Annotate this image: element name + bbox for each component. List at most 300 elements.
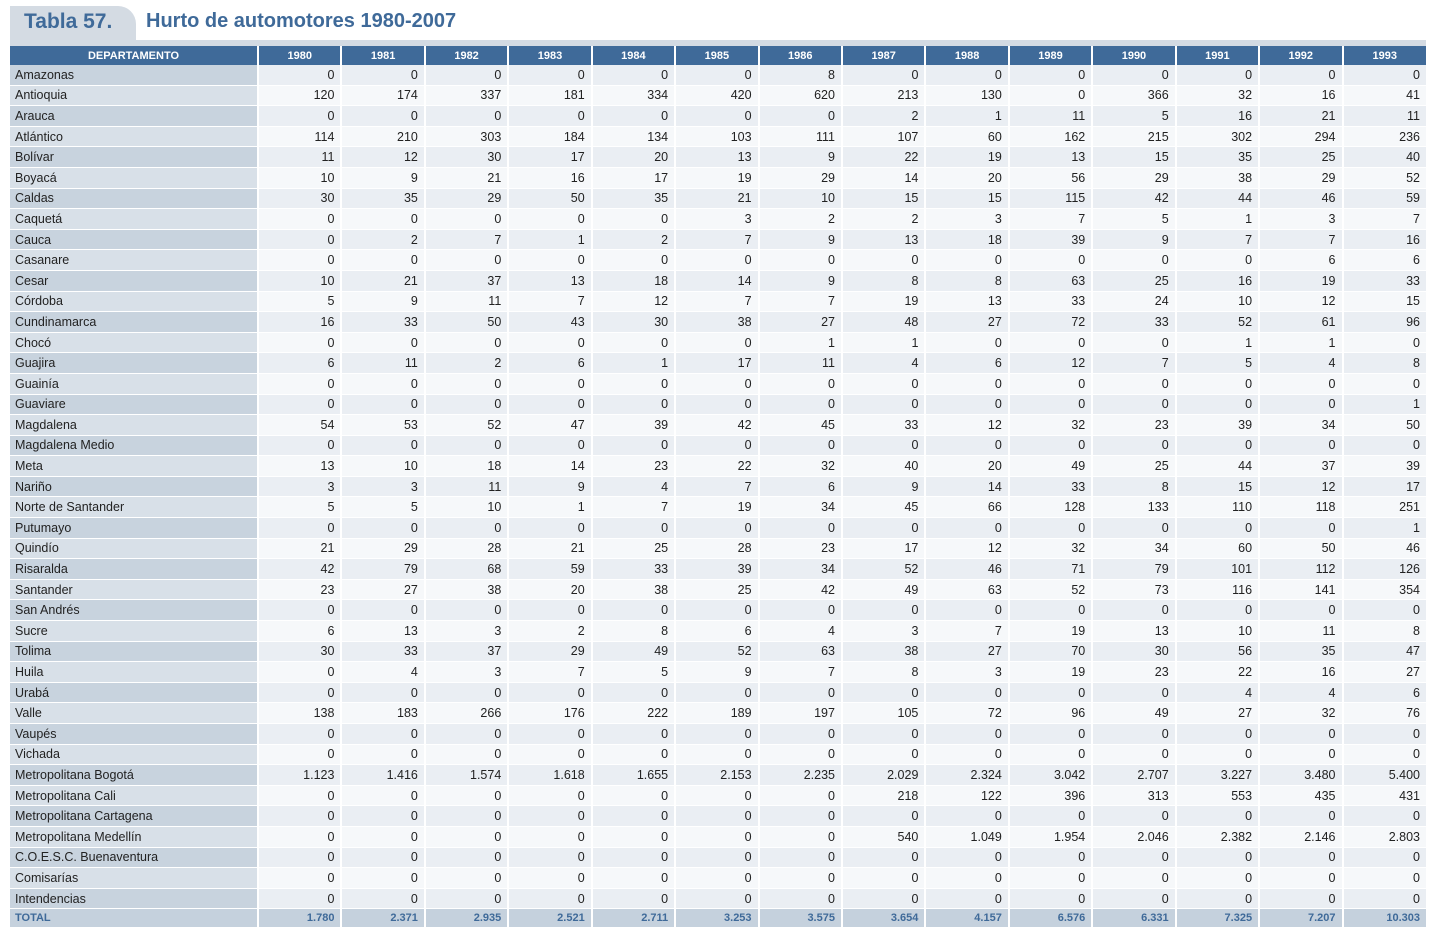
value-cell: 6 [759, 476, 842, 497]
department-name-cell: Santander [10, 579, 258, 600]
department-name-cell: Vichada [10, 744, 258, 765]
value-cell: 20 [592, 147, 675, 168]
value-cell: 6 [925, 353, 1008, 374]
total-value-cell: 2.371 [341, 909, 424, 928]
value-cell: 29 [1092, 167, 1175, 188]
value-cell: 7 [675, 291, 758, 312]
value-cell: 420 [675, 85, 758, 106]
table-row [10, 621, 1426, 642]
value-cell: 174 [341, 85, 424, 106]
value-cell: 3 [341, 476, 424, 497]
department-name-cell: Comisarías [10, 868, 258, 889]
department-name-cell: Magdalena [10, 415, 258, 436]
value-cell: 1 [759, 332, 842, 353]
value-cell: 47 [508, 415, 591, 436]
value-cell: 17 [508, 147, 591, 168]
value-cell: 16 [1176, 270, 1259, 291]
value-cell: 23 [1092, 415, 1175, 436]
value-cell: 0 [258, 435, 341, 456]
table-row [10, 291, 1426, 312]
value-cell: 251 [1343, 497, 1427, 518]
value-cell: 126 [1343, 559, 1427, 580]
table-row [10, 724, 1426, 745]
value-cell: 30 [258, 188, 341, 209]
department-name-cell: Tolima [10, 641, 258, 662]
table-row [10, 888, 1426, 909]
value-cell: 25 [1092, 456, 1175, 477]
value-cell: 0 [675, 682, 758, 703]
value-cell: 39 [592, 415, 675, 436]
value-cell: 39 [1176, 415, 1259, 436]
value-cell: 294 [1259, 126, 1342, 147]
value-cell: 210 [341, 126, 424, 147]
value-cell: 42 [675, 415, 758, 436]
value-cell: 0 [1092, 435, 1175, 456]
value-cell: 22 [1176, 662, 1259, 683]
value-cell: 33 [1009, 291, 1092, 312]
value-cell: 1 [592, 353, 675, 374]
value-cell: 52 [1009, 579, 1092, 600]
value-cell: 8 [759, 65, 842, 85]
department-name-cell: Antioquia [10, 85, 258, 106]
value-cell: 184 [508, 126, 591, 147]
value-cell: 0 [341, 724, 424, 745]
value-cell: 0 [258, 65, 341, 85]
value-cell: 0 [675, 332, 758, 353]
value-cell: 79 [341, 559, 424, 580]
value-cell: 0 [425, 847, 508, 868]
value-cell: 0 [1343, 373, 1427, 394]
value-cell: 0 [675, 806, 758, 827]
value-cell: 0 [1092, 332, 1175, 353]
total-value-cell: 2.521 [508, 909, 591, 928]
value-cell: 0 [759, 724, 842, 745]
value-cell: 0 [258, 394, 341, 415]
value-cell: 33 [1009, 476, 1092, 497]
value-cell: 10 [759, 188, 842, 209]
value-cell: 0 [925, 518, 1008, 539]
column-header-year: 1992 [1259, 46, 1342, 65]
value-cell: 0 [1176, 518, 1259, 539]
department-name-cell: Risaralda [10, 559, 258, 580]
value-cell: 15 [925, 188, 1008, 209]
value-cell: 39 [675, 559, 758, 580]
value-cell: 0 [675, 394, 758, 415]
value-cell: 197 [759, 703, 842, 724]
value-cell: 0 [508, 435, 591, 456]
value-cell: 0 [508, 332, 591, 353]
value-cell: 0 [925, 806, 1008, 827]
value-cell: 0 [592, 250, 675, 271]
value-cell: 56 [1176, 641, 1259, 662]
value-cell: 0 [675, 888, 758, 909]
value-cell: 105 [842, 703, 925, 724]
value-cell: 25 [1092, 270, 1175, 291]
value-cell: 2 [341, 229, 424, 250]
value-cell: 33 [1092, 312, 1175, 333]
value-cell: 0 [675, 724, 758, 745]
value-cell: 12 [1259, 291, 1342, 312]
value-cell: 0 [592, 518, 675, 539]
column-header-year: 1982 [425, 46, 508, 65]
value-cell: 0 [1009, 394, 1092, 415]
value-cell: 0 [1259, 806, 1342, 827]
value-cell: 0 [1092, 65, 1175, 85]
value-cell: 1.049 [925, 826, 1008, 847]
value-cell: 0 [1009, 724, 1092, 745]
value-cell: 0 [341, 394, 424, 415]
value-cell: 34 [759, 559, 842, 580]
value-cell: 35 [592, 188, 675, 209]
value-cell: 50 [1343, 415, 1427, 436]
department-name-cell: C.O.E.S.C. Buenaventura [10, 847, 258, 868]
value-cell: 18 [425, 456, 508, 477]
department-name-cell: Valle [10, 703, 258, 724]
value-cell: 0 [592, 435, 675, 456]
value-cell: 12 [925, 415, 1008, 436]
value-cell: 0 [341, 65, 424, 85]
value-cell: 115 [1009, 188, 1092, 209]
value-cell: 116 [1176, 579, 1259, 600]
value-cell: 19 [842, 291, 925, 312]
value-cell: 76 [1343, 703, 1427, 724]
total-value-cell: 3.575 [759, 909, 842, 928]
value-cell: 0 [842, 600, 925, 621]
value-cell: 0 [508, 744, 591, 765]
value-cell: 0 [1009, 847, 1092, 868]
value-cell: 8 [1343, 353, 1427, 374]
value-cell: 0 [425, 250, 508, 271]
value-cell: 52 [842, 559, 925, 580]
value-cell: 0 [925, 600, 1008, 621]
value-cell: 0 [425, 868, 508, 889]
value-cell: 218 [842, 785, 925, 806]
value-cell: 0 [508, 826, 591, 847]
data-table [10, 46, 1426, 928]
value-cell: 0 [759, 785, 842, 806]
total-row [10, 909, 1426, 928]
value-cell: 0 [258, 847, 341, 868]
value-cell: 9 [341, 291, 424, 312]
value-cell: 1 [1259, 332, 1342, 353]
department-name-cell: Quindío [10, 538, 258, 559]
value-cell: 0 [1343, 332, 1427, 353]
value-cell: 4 [341, 662, 424, 683]
value-cell: 0 [508, 806, 591, 827]
table-row [10, 662, 1426, 683]
value-cell: 11 [759, 353, 842, 374]
value-cell: 0 [1176, 600, 1259, 621]
value-cell: 138 [258, 703, 341, 724]
value-cell: 29 [508, 641, 591, 662]
value-cell: 0 [1176, 65, 1259, 85]
value-cell: 68 [425, 559, 508, 580]
value-cell: 15 [1343, 291, 1427, 312]
value-cell: 2 [508, 621, 591, 642]
value-cell: 0 [425, 332, 508, 353]
value-cell: 0 [1092, 847, 1175, 868]
total-value-cell: 3.253 [675, 909, 758, 928]
value-cell: 0 [341, 868, 424, 889]
value-cell: 5.400 [1343, 765, 1427, 786]
value-cell: 52 [425, 415, 508, 436]
value-cell: 59 [508, 559, 591, 580]
value-cell: 7 [759, 662, 842, 683]
value-cell: 0 [759, 394, 842, 415]
value-cell: 0 [925, 868, 1008, 889]
value-cell: 141 [1259, 579, 1342, 600]
value-cell: 63 [1009, 270, 1092, 291]
value-cell: 63 [925, 579, 1008, 600]
value-cell: 0 [425, 724, 508, 745]
value-cell: 0 [759, 373, 842, 394]
value-cell: 0 [592, 806, 675, 827]
value-cell: 40 [842, 456, 925, 477]
value-cell: 27 [341, 579, 424, 600]
department-name-cell: Intendencias [10, 888, 258, 909]
value-cell: 21 [258, 538, 341, 559]
value-cell: 25 [1259, 147, 1342, 168]
value-cell: 1 [842, 332, 925, 353]
value-cell: 0 [1176, 435, 1259, 456]
value-cell: 3 [1259, 209, 1342, 230]
value-cell: 0 [341, 209, 424, 230]
value-cell: 366 [1092, 85, 1175, 106]
table-row [10, 147, 1426, 168]
value-cell: 30 [1092, 641, 1175, 662]
department-name-cell: Sucre [10, 621, 258, 642]
value-cell: 45 [842, 497, 925, 518]
value-cell: 6 [1343, 250, 1427, 271]
value-cell: 13 [842, 229, 925, 250]
value-cell: 0 [508, 868, 591, 889]
value-cell: 79 [1092, 559, 1175, 580]
value-cell: 0 [675, 826, 758, 847]
value-cell: 0 [341, 106, 424, 127]
value-cell: 0 [508, 518, 591, 539]
table-row [10, 353, 1426, 374]
value-cell: 0 [508, 785, 591, 806]
total-value-cell: 1.780 [258, 909, 341, 928]
value-cell: 23 [592, 456, 675, 477]
value-cell: 52 [675, 641, 758, 662]
column-header-year: 1991 [1176, 46, 1259, 65]
value-cell: 30 [258, 641, 341, 662]
value-cell: 0 [1176, 724, 1259, 745]
value-cell: 5 [1176, 353, 1259, 374]
department-name-cell: Guajira [10, 353, 258, 374]
value-cell: 0 [592, 600, 675, 621]
value-cell: 4 [592, 476, 675, 497]
value-cell: 49 [1092, 703, 1175, 724]
value-cell: 0 [592, 724, 675, 745]
value-cell: 20 [925, 167, 1008, 188]
value-cell: 0 [1009, 806, 1092, 827]
table-row [10, 373, 1426, 394]
department-name-cell: Caquetá [10, 209, 258, 230]
value-cell: 303 [425, 126, 508, 147]
value-cell: 0 [425, 106, 508, 127]
value-cell: 10 [1176, 291, 1259, 312]
value-cell: 0 [759, 826, 842, 847]
table-row [10, 65, 1426, 85]
value-cell: 7 [508, 662, 591, 683]
value-cell: 0 [258, 662, 341, 683]
value-cell: 3 [425, 621, 508, 642]
value-cell: 12 [925, 538, 1008, 559]
value-cell: 17 [1343, 476, 1427, 497]
value-cell: 0 [425, 744, 508, 765]
value-cell: 49 [592, 641, 675, 662]
value-cell: 35 [1259, 641, 1342, 662]
value-cell: 30 [592, 312, 675, 333]
value-cell: 10 [258, 167, 341, 188]
value-cell: 215 [1092, 126, 1175, 147]
value-cell: 13 [341, 621, 424, 642]
department-name-cell: Atlántico [10, 126, 258, 147]
table-row [10, 579, 1426, 600]
value-cell: 37 [1259, 456, 1342, 477]
column-header-year: 1985 [675, 46, 758, 65]
value-cell: 33 [341, 312, 424, 333]
value-cell: 60 [925, 126, 1008, 147]
table-row [10, 538, 1426, 559]
table-row [10, 167, 1426, 188]
value-cell: 0 [341, 332, 424, 353]
value-cell: 130 [925, 85, 1008, 106]
department-name-cell: Norte de Santander [10, 497, 258, 518]
value-cell: 10 [425, 497, 508, 518]
value-cell: 0 [1092, 250, 1175, 271]
value-cell: 24 [1092, 291, 1175, 312]
value-cell: 42 [1092, 188, 1175, 209]
value-cell: 0 [1343, 888, 1427, 909]
value-cell: 25 [675, 579, 758, 600]
department-name-cell: Vaupés [10, 724, 258, 745]
value-cell: 0 [1176, 888, 1259, 909]
value-cell: 7 [592, 497, 675, 518]
value-cell: 0 [592, 209, 675, 230]
value-cell: 16 [1343, 229, 1427, 250]
value-cell: 0 [1092, 806, 1175, 827]
value-cell: 38 [675, 312, 758, 333]
value-cell: 7 [1009, 209, 1092, 230]
table-body [10, 65, 1426, 928]
value-cell: 0 [1343, 435, 1427, 456]
value-cell: 28 [425, 538, 508, 559]
value-cell: 0 [1259, 847, 1342, 868]
value-cell: 0 [258, 724, 341, 745]
value-cell: 23 [759, 538, 842, 559]
value-cell: 10 [341, 456, 424, 477]
value-cell: 0 [592, 826, 675, 847]
value-cell: 37 [425, 641, 508, 662]
value-cell: 0 [675, 373, 758, 394]
value-cell: 3 [842, 621, 925, 642]
value-cell: 0 [1259, 868, 1342, 889]
value-cell: 0 [425, 65, 508, 85]
value-cell: 1 [1343, 518, 1427, 539]
value-cell: 0 [1009, 600, 1092, 621]
value-cell: 7 [1176, 229, 1259, 250]
total-value-cell: 2.711 [592, 909, 675, 928]
value-cell: 553 [1176, 785, 1259, 806]
value-cell: 0 [258, 250, 341, 271]
department-name-cell: Cundinamarca [10, 312, 258, 333]
value-cell: 8 [1092, 476, 1175, 497]
value-cell: 0 [508, 600, 591, 621]
value-cell: 0 [592, 373, 675, 394]
value-cell: 8 [842, 662, 925, 683]
value-cell: 0 [1009, 373, 1092, 394]
value-cell: 0 [675, 785, 758, 806]
table-row [10, 600, 1426, 621]
value-cell: 49 [1009, 456, 1092, 477]
value-cell: 0 [1009, 518, 1092, 539]
value-cell: 0 [425, 682, 508, 703]
department-name-cell: Guaviare [10, 394, 258, 415]
value-cell: 111 [759, 126, 842, 147]
value-cell: 0 [341, 888, 424, 909]
department-name-cell: Metropolitana Cali [10, 785, 258, 806]
value-cell: 37 [425, 270, 508, 291]
value-cell: 0 [425, 394, 508, 415]
value-cell: 15 [1176, 476, 1259, 497]
value-cell: 0 [842, 373, 925, 394]
value-cell: 0 [1092, 682, 1175, 703]
value-cell: 0 [925, 724, 1008, 745]
value-cell: 0 [425, 806, 508, 827]
value-cell: 0 [258, 373, 341, 394]
value-cell: 13 [508, 270, 591, 291]
value-cell: 222 [592, 703, 675, 724]
value-cell: 0 [1009, 744, 1092, 765]
value-cell: 0 [1009, 65, 1092, 85]
value-cell: 44 [1176, 456, 1259, 477]
value-cell: 5 [258, 291, 341, 312]
value-cell: 0 [425, 518, 508, 539]
value-cell: 0 [1092, 888, 1175, 909]
value-cell: 0 [675, 250, 758, 271]
value-cell: 1.574 [425, 765, 508, 786]
table-row [10, 209, 1426, 230]
value-cell: 1 [1176, 332, 1259, 353]
value-cell: 2 [842, 209, 925, 230]
value-cell: 0 [759, 600, 842, 621]
value-cell: 0 [759, 250, 842, 271]
value-cell: 0 [759, 106, 842, 127]
value-cell: 266 [425, 703, 508, 724]
value-cell: 101 [1176, 559, 1259, 580]
value-cell: 133 [1092, 497, 1175, 518]
department-name-cell: Putumayo [10, 518, 258, 539]
value-cell: 0 [842, 518, 925, 539]
value-cell: 0 [425, 826, 508, 847]
value-cell: 19 [1259, 270, 1342, 291]
value-cell: 7 [1092, 353, 1175, 374]
value-cell: 19 [1009, 662, 1092, 683]
value-cell: 46 [925, 559, 1008, 580]
value-cell: 7 [759, 291, 842, 312]
value-cell: 21 [508, 538, 591, 559]
value-cell: 4 [1176, 682, 1259, 703]
value-cell: 120 [258, 85, 341, 106]
value-cell: 22 [842, 147, 925, 168]
value-cell: 9 [759, 147, 842, 168]
value-cell: 40 [1343, 147, 1427, 168]
value-cell: 7 [1343, 209, 1427, 230]
value-cell: 0 [1259, 724, 1342, 745]
